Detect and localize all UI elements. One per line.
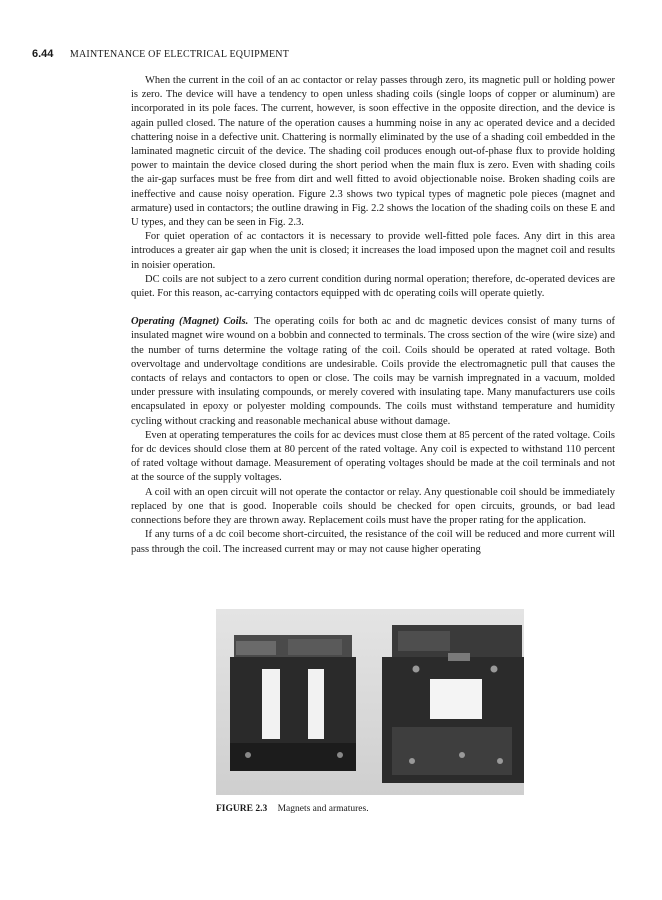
running-head: MAINTENANCE OF ELECTRICAL EQUIPMENT [69,49,290,60]
section-lead-text: The operating coils for both ac and dc magnetic devices consist of many turns of insulated magnet wire wound on a bobbin and connected to terminals. The cross section of the wire (wire size) and the number of turns determine the voltage rating of the coil. Coils should be operated at rated voltage. Both overvoltage and undervoltage conditions are undesirable. Coils provide the electromagnetic pull that causes the contacts of relays and contactors to open or close. The coils may be varnish impregnated in a vacuum, molded under pressure with insulating compounds, or merely covered with insulating tape. Many manufacturers use coils encapsulated in epoxy or polyester molding compounds. The coils must withstand temperature and humidity cycling without cracking and reasonable mechanical abuse without damage. [131,316,615,427]
u-type-magnet [382,625,524,783]
section-heading: Operating (Magnet) Coils. [131,316,249,328]
paragraph: If any turns of a dc coil become short-circuited, the resistance of the coil will be reduced and more current will pass through the coil. The increased current may or may not cause higher operating [131,529,615,555]
figure-caption-text: Magnets and armatures. [277,804,369,814]
figure-caption [216,804,369,814]
magnets-armatures-photo [216,609,524,795]
paragraph: For quiet operation of ac contactors it is necessary to provide well-fitted pole faces. Any dirt in this area introduces a greater air gap when the unit is closed; it increases the load imposed upon the magnet coil and results in noisier operation. [131,231,615,271]
page-header [32,48,632,60]
figure-label: FIGURE 2.3 [216,804,268,814]
e-type-magnet [230,635,356,771]
page-number: 6.44 [32,48,54,60]
figure-photo [216,609,524,795]
paragraph: DC coils are not subject to a zero current condition during normal operation; therefore, dc-operated devices are quiet. For this reason, ac-carrying contactors equipped with dc operating coils will operate quietly. [131,273,615,300]
paragraph: When the current in the coil of an ac contactor or relay passes through zero, its magnetic pull or holding power is zero. The device will have a tendency to open unless shading coils (single loops of copper or aluminum) are incorporated in its pole faces. The current, however, is soon effective in the opposite direction, and the device is again pulled closed. The nature of the operation causes a humming noise in any ac operated device and a decided chattering noise in a defective unit. Chattering is normally eliminated by the use of a shading coil embedded in the laminated magnetic circuit of the device. The shading coil produces enough out-of-phase flux to provide holding power to maintain the device closed during the short period when the main flux is zero. Even with shading coils the air-gap surfaces must be free from dirt and well fitted to avoid objectionable noise. Broken shading coils are ineffective and cause noisy operation. Figure 2.3 shows two typical types of magnetic pole pieces (magnet and armature) used in contactors; the outline drawing in Fig. 2.2 shows the location of the shading coils on these E and U types, and they can be seen in Fig. 2.3. [131,75,615,229]
body-text [131,74,615,557]
section-lead-paragraph [131,315,615,429]
paragraph: Even at operating temperatures the coils for ac devices must close them at 85 percent of the rated voltage. Coils for dc devices should close them at 80 percent of the rated voltage. Any coil is expected to withstand 110 percent of rated voltage without damage. Measurement of operating voltages should be made at the coil terminals and not at the source of the supply voltages. [131,429,615,484]
paragraph: A coil with an open circuit will not operate the contactor or relay. Any questionable coil should be immediately replaced by one that is good. Inoperable coils should be checked for open circuits, grounds, or bad lead connections before they are thrown away. Replacement coils must have the proper rating for the application. [131,486,615,527]
